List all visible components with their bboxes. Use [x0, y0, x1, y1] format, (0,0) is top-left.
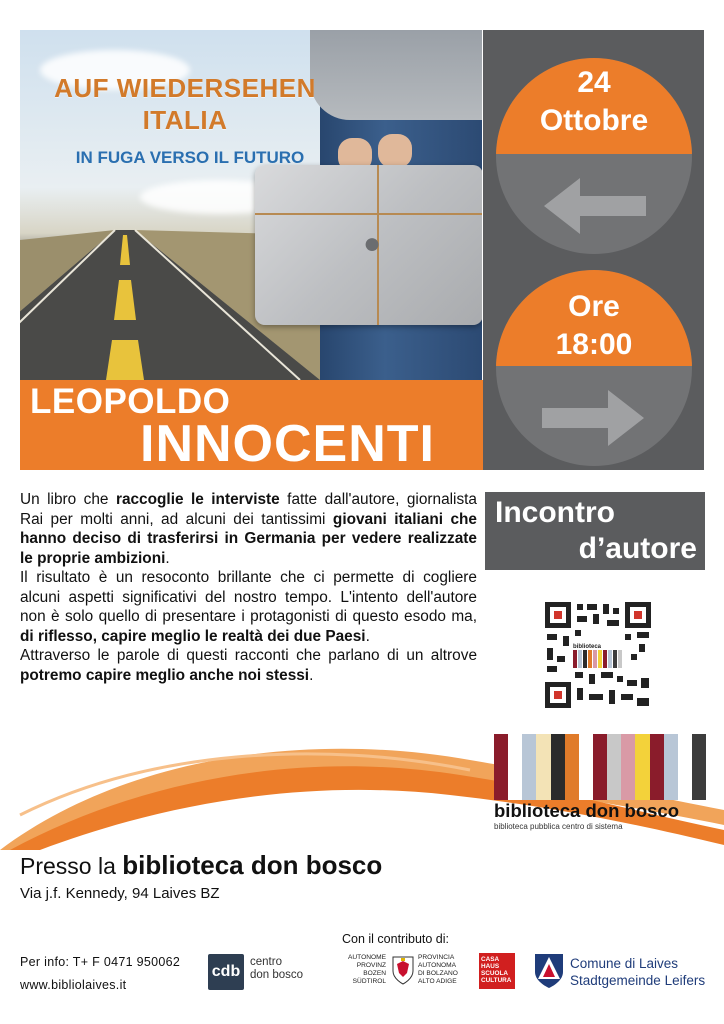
comune-name-it: Comune di Laives	[570, 956, 679, 971]
venue-name: biblioteca don bosco	[122, 850, 383, 880]
venue-line	[20, 850, 382, 881]
apple-logo-icon: ●	[363, 227, 382, 260]
time-label: Ore	[568, 290, 620, 323]
book-title-line2: ITALIA	[142, 105, 228, 135]
event-type-line1: Incontro	[495, 496, 615, 529]
casa-line: SCUOLA	[481, 970, 508, 977]
centro-don-bosco-logo-mark: cdb	[208, 954, 244, 990]
date-time-panel	[483, 30, 704, 470]
text: Il risultato è un resoconto brillante che ci permette di cogliere alcuni aspetti significativi del nostro tempo. L'intento dell'autore non è solo quello di presentare i protagonisti di questo esodo ma,	[20, 569, 477, 625]
prov-line: AUTONOME	[348, 954, 386, 961]
laives-coat-of-arms-icon	[533, 952, 565, 990]
arrow-right-icon	[496, 370, 692, 466]
logo-bar	[579, 734, 593, 800]
casa-line: HAUS	[481, 963, 500, 970]
string	[255, 213, 482, 215]
prov-line: SÜDTIROL	[352, 978, 386, 985]
event-type-badge	[485, 492, 705, 570]
text: Attraverso le parole di questi racconti che parlano di un altrove	[20, 647, 477, 664]
description-paragraph	[20, 490, 477, 568]
text-bold: potremo capire meglio anche noi stessi	[20, 666, 310, 684]
province-logo-text-de	[342, 954, 386, 986]
time-badge	[496, 270, 692, 466]
description-paragraph	[20, 568, 477, 646]
hand	[378, 134, 412, 168]
text: .	[165, 549, 170, 567]
book-title-line1: AUF WIEDERSEHEN	[54, 73, 316, 103]
text-bold: di riflesso, capire meglio le realtà dei due Paesi	[20, 627, 366, 645]
logo-bar	[593, 734, 607, 800]
venue-prefix: Presso la	[20, 853, 123, 879]
qr-code[interactable]	[543, 600, 653, 710]
venue-address: Via j.f. Kennedy, 94 Laives BZ	[20, 885, 220, 902]
prov-line: BOZEN	[363, 970, 386, 977]
logo-bar	[607, 734, 621, 800]
logo-bar	[664, 734, 678, 800]
time-value: 18:00	[555, 328, 633, 361]
logo-bar	[678, 734, 692, 800]
person-shirt	[310, 30, 482, 120]
book-title	[50, 72, 320, 136]
author-name-band	[20, 380, 483, 473]
comune-name-de: Stadtgemeinde Leifers	[570, 973, 706, 988]
casa-line: CASA	[481, 956, 500, 963]
logo-bar	[692, 734, 706, 800]
centro-line2: don bosco	[250, 969, 304, 981]
date-badge	[496, 58, 692, 254]
description-paragraph	[20, 646, 477, 685]
sponsors-label: Con il contributo di:	[342, 932, 450, 946]
logo-bar	[650, 734, 664, 800]
date-day: 24	[577, 66, 611, 99]
logo-bar	[635, 734, 649, 800]
book-subtitle: IN FUGA VERSO IL FUTURO	[75, 148, 305, 167]
text: fatte dall'autore, giornalista Rai per molti anni, ad alcuni dei tantissimi	[20, 491, 477, 528]
prov-line: PROVINCIA	[418, 954, 455, 961]
laptop-image	[255, 165, 482, 325]
centro-line1: centro	[250, 956, 282, 968]
logo-bar	[621, 734, 635, 800]
info-website-link[interactable]: www.bibliolaives.it	[20, 978, 127, 992]
logo-bar	[522, 734, 536, 800]
centro-don-bosco-logo-text	[250, 956, 303, 982]
date-month: Ottobre	[539, 104, 649, 137]
logo-bar	[565, 734, 579, 800]
logo-bar	[494, 734, 508, 800]
logo-bar	[508, 734, 522, 800]
text-bold: giovani italiani che hanno deciso di trasferirsi in Germania per vedere realizzate le proprie ambizioni	[20, 510, 477, 567]
book-description	[20, 490, 477, 685]
text: .	[365, 627, 370, 645]
library-logo-subtitle: biblioteca pubblica centro di sistema	[494, 822, 623, 831]
event-type-line2: d’autore	[578, 532, 697, 565]
info-phone: Per info: T+ F 0471 950062	[20, 955, 181, 969]
author-first-name: LEOPOLDO	[30, 382, 231, 421]
qr-caption: biblioteca	[573, 644, 602, 650]
prov-line: PROVINZ	[356, 962, 386, 969]
province-logo-text-it	[418, 954, 478, 986]
logo-bar	[551, 734, 565, 800]
text: Un libro che	[20, 491, 116, 508]
casa-cultura-logo	[479, 953, 515, 989]
eagle-shield-icon	[391, 955, 415, 985]
prov-line: DI BOLZANO	[418, 970, 458, 977]
hero-image	[20, 30, 482, 380]
text: .	[309, 666, 314, 684]
author-last-name: INNOCENTI	[140, 415, 435, 473]
casa-line: CULTURA	[481, 977, 512, 984]
arrow-left-icon	[496, 158, 692, 254]
library-logo-bars	[494, 734, 706, 800]
prov-line: ALTO ADIGE	[418, 978, 457, 985]
text-bold: raccoglie le interviste	[115, 491, 280, 508]
logo-bar	[536, 734, 550, 800]
prov-line: AUTONOMA	[418, 962, 456, 969]
library-logo-name: biblioteca don bosco	[494, 800, 680, 821]
